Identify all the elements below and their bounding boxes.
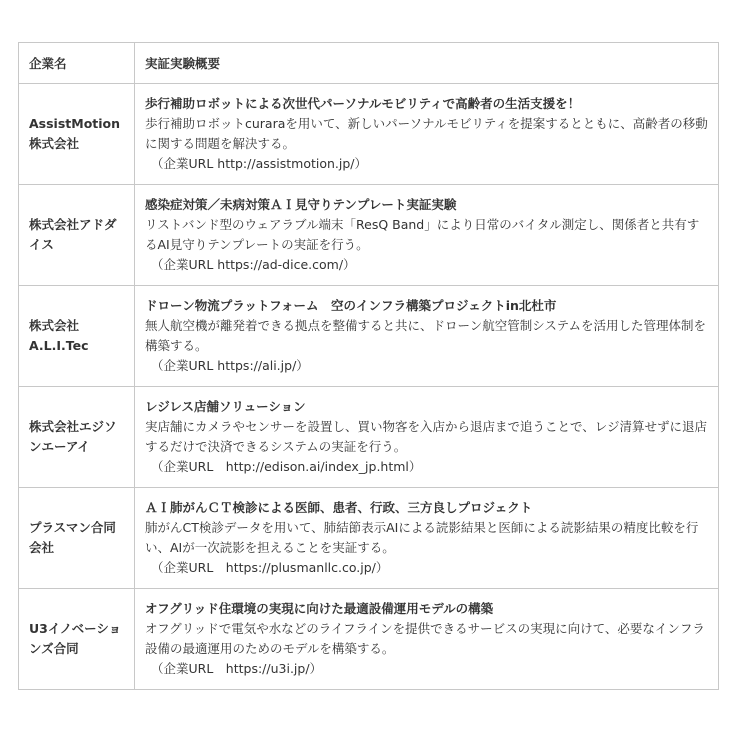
header-company: 企業名 bbox=[19, 43, 135, 84]
table-row bbox=[19, 286, 719, 387]
table-row bbox=[19, 589, 719, 690]
company-url: （企業URL http://edison.ai/index_jp.html） bbox=[151, 459, 422, 475]
project-title: ＡＩ肺がんＣＴ検診による医師、患者、行政、三方良しプロジェクト bbox=[145, 499, 533, 515]
description-cell bbox=[135, 589, 719, 690]
description-cell bbox=[135, 84, 719, 185]
company-url: （企業URL http://assistmotion.jp/） bbox=[151, 156, 367, 172]
project-body: リストバンド型のウェアラブル端末「ResQ Band」により日常のバイタル測定し、関係者と共有するAI見守りテンプレートの実証を行う。 bbox=[145, 216, 700, 252]
company-url: （企業URL https://u3i.jp/） bbox=[151, 661, 323, 677]
table-row bbox=[19, 387, 719, 488]
project-title: レジレス店舗ソリューション bbox=[145, 398, 306, 414]
project-title: ドローン物流プラットフォーム 空のインフラ構築プロジェクトin北杜市 bbox=[145, 297, 557, 313]
company-name: 株式会社A.L.I.Tec bbox=[29, 318, 89, 353]
company-cell bbox=[19, 488, 135, 589]
project-body: 無人航空機が離発着できる拠点を整備すると共に、ドローン航空管制システムを活用した管理体制を構築する。 bbox=[145, 317, 707, 353]
project-body: オフグリッドで電気や水などのライフラインを提供できるサービスの実現に向けて、必要なインフラ設備の最適運用のためのモデルを構築する。 bbox=[145, 620, 705, 656]
description-cell bbox=[135, 387, 719, 488]
description-cell bbox=[135, 286, 719, 387]
project-body: 実店舗にカメラやセンサーを設置し、買い物客を入店から退店まで追うことで、レジ清算せずに退店するだけで決済できるシステムの実証を行う。 bbox=[145, 418, 707, 454]
project-body: 肺がんCT検診データを用いて、肺結節表示AIによる読影結果と医師による読影結果の精度比較を行い、AIが一次読影を担えることを実証する。 bbox=[145, 519, 699, 555]
table-header-row bbox=[19, 43, 719, 84]
table-row bbox=[19, 84, 719, 185]
company-url: （企業URL https://plusmanllc.co.jp/） bbox=[151, 560, 389, 576]
description-cell bbox=[135, 185, 719, 286]
header-description: 実証実験概要 bbox=[135, 43, 719, 84]
company-cell bbox=[19, 84, 135, 185]
company-url: （企業URL https://ali.jp/） bbox=[151, 358, 309, 374]
table-row bbox=[19, 488, 719, 589]
project-title: 感染症対策／未病対策ＡＩ見守りテンプレート実証実験 bbox=[145, 196, 457, 212]
company-cell bbox=[19, 589, 135, 690]
company-name: プラスマン合同会社 bbox=[29, 520, 116, 555]
company-url: （企業URL https://ad-dice.com/） bbox=[151, 257, 356, 273]
company-cell bbox=[19, 286, 135, 387]
project-body: 歩行補助ロボットcuraraを用いて、新しいパーソナルモビリティを提案するとともに、高齢者の移動に関する問題を解決する。 bbox=[145, 115, 708, 151]
company-name: U3イノベーションズ合同 bbox=[29, 621, 122, 656]
experiment-table bbox=[18, 42, 719, 690]
company-name: 株式会社アドダイス bbox=[29, 217, 117, 252]
description-cell bbox=[135, 488, 719, 589]
project-title: オフグリッド住環境の実現に向けた最適設備運用モデルの構築 bbox=[145, 600, 494, 616]
table-row bbox=[19, 185, 719, 286]
project-title: 歩行補助ロボットによる次世代パーソナルモビリティで高齢者の生活支援を！ bbox=[145, 95, 581, 111]
company-cell bbox=[19, 185, 135, 286]
company-name: AssistMotion株式会社 bbox=[29, 116, 121, 151]
company-cell bbox=[19, 387, 135, 488]
company-name: 株式会社エジソンエーアイ bbox=[29, 419, 117, 454]
